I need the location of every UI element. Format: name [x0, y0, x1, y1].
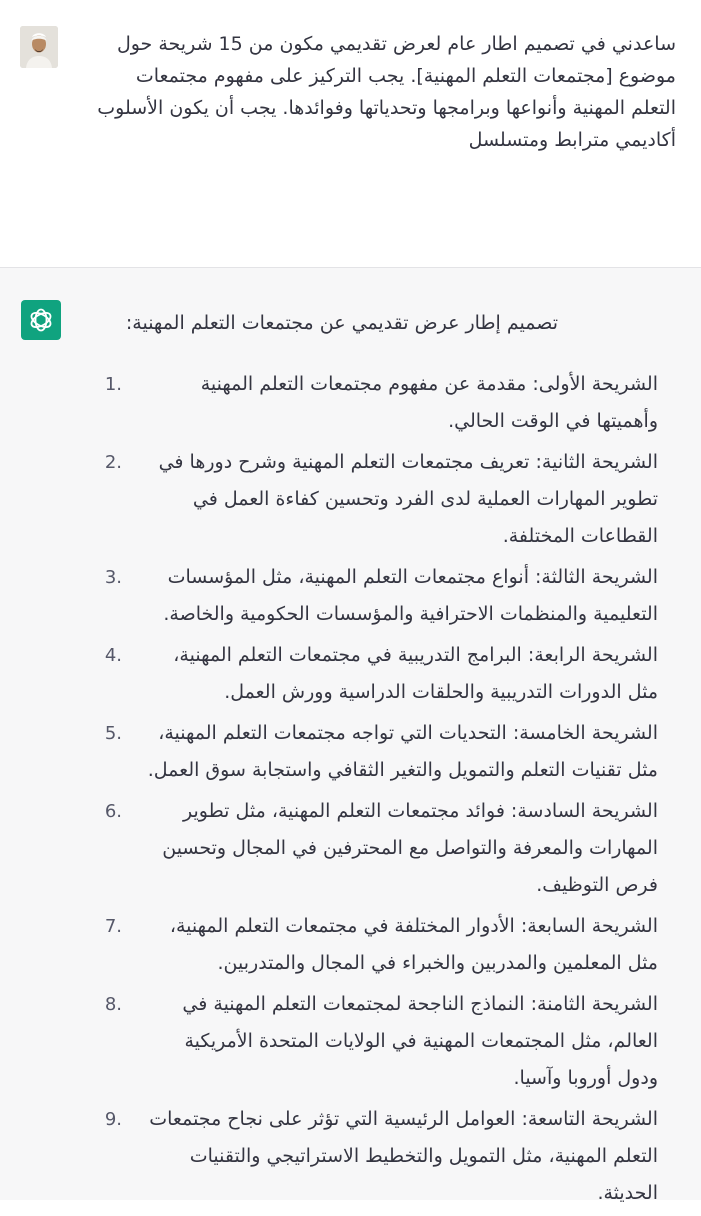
- list-item-number: 9.: [104, 1109, 122, 1130]
- list-item-text: الشريحة الرابعة: البرامج التدريبية في مجتمعات التعلم المهنية، مثل الدورات التدريبية والحلقات الدراسية وورش العمل.: [173, 644, 658, 703]
- slide-outline-list: [80, 366, 686, 1216]
- list-item-text: الشريحة الأولى: مقدمة عن مفهوم مجتمعات التعلم المهنية وأهميتها في الوقت الحالي.: [200, 373, 658, 432]
- list-item-text: الشريحة الثالثة: أنواع مجتمعات التعلم المهنية، مثل المؤسسات التعليمية والمنظمات الاحترافية والمؤسسات الحكومية والخاصة.: [163, 566, 658, 625]
- list-item-text: الشريحة السابعة: الأدوار المختلفة في مجتمعات التعلم المهنية، مثل المعلمين والمدربين والخبراء في المجال والمتدربين.: [169, 915, 658, 974]
- list-item-number: 3.: [104, 567, 122, 588]
- list-item-text: الشريحة السادسة: فوائد مجتمعات التعلم المهنية، مثل تطوير المهارات والمعرفة والتواصل مع المحترفين في المجال وتحسين فرص التوظيف.: [162, 800, 658, 896]
- list-item: [80, 908, 686, 982]
- user-avatar: [20, 26, 58, 68]
- assistant-intro-text: تصميم إطار عرض تقديمي عن مجتمعات التعلم المهنية:: [125, 312, 558, 334]
- list-item-number: 4.: [104, 645, 122, 666]
- list-item: [80, 1101, 686, 1212]
- list-item-text: الشريحة الثامنة: النماذج الناجحة لمجتمعات التعلم المهنية في العالم، مثل المجتمعات المهنية في الولايات المتحدة الأمريكية ودول أوروبا وآسيا.: [182, 993, 658, 1089]
- list-item-number: 5.: [104, 723, 122, 744]
- list-item: [80, 444, 686, 555]
- list-item: [80, 366, 686, 440]
- list-item-text: الشريحة الثانية: تعريف مجتمعات التعلم المهنية وشرح دورها في تطوير المهارات العملية لدى الفرد وتحسين كفاءة العمل في القطاعات المختلفة.: [158, 451, 658, 547]
- list-item: [80, 986, 686, 1097]
- user-message-block: [0, 0, 701, 267]
- user-message-text: ساعدني في تصميم اطار عام لعرض تقديمي مكون من 15 شريحة حول موضوع [مجتمعات التعلم المهنية]. يجب التركيز على مفهوم مجتمعات التعلم المهنية وأنواعها وبرامجها وتحدياتها وفوائدها. يجب أن يكون الأسلوب أكاديمي مترابط ومتسلسل: [97, 33, 676, 151]
- list-item-text: الشريحة الخامسة: التحديات التي تواجه مجتمعات التعلم المهنية، مثل تقنيات التعلم والتمويل والتغير الثقافي واستجابة سوق العمل.: [147, 722, 658, 781]
- list-item: [80, 715, 686, 789]
- chatgpt-logo-icon: [21, 300, 61, 340]
- list-item-number: 8.: [104, 994, 122, 1015]
- list-item: [80, 637, 686, 711]
- list-item: [80, 793, 686, 904]
- list-item-text: الشريحة التاسعة: العوامل الرئيسية التي تؤثر على نجاح مجتمعات التعلم المهنية، مثل التمويل والتخطيط الاستراتيجي والتقنيات الحديثة.: [149, 1108, 658, 1204]
- list-item-number: 6.: [104, 801, 122, 822]
- assistant-message-block: [0, 268, 701, 1204]
- list-item-number: 7.: [104, 916, 122, 937]
- list-item-number: 2.: [104, 452, 122, 473]
- list-item: [80, 559, 686, 633]
- list-item-number: 1.: [104, 374, 122, 395]
- user-avatar-icon: [20, 26, 58, 68]
